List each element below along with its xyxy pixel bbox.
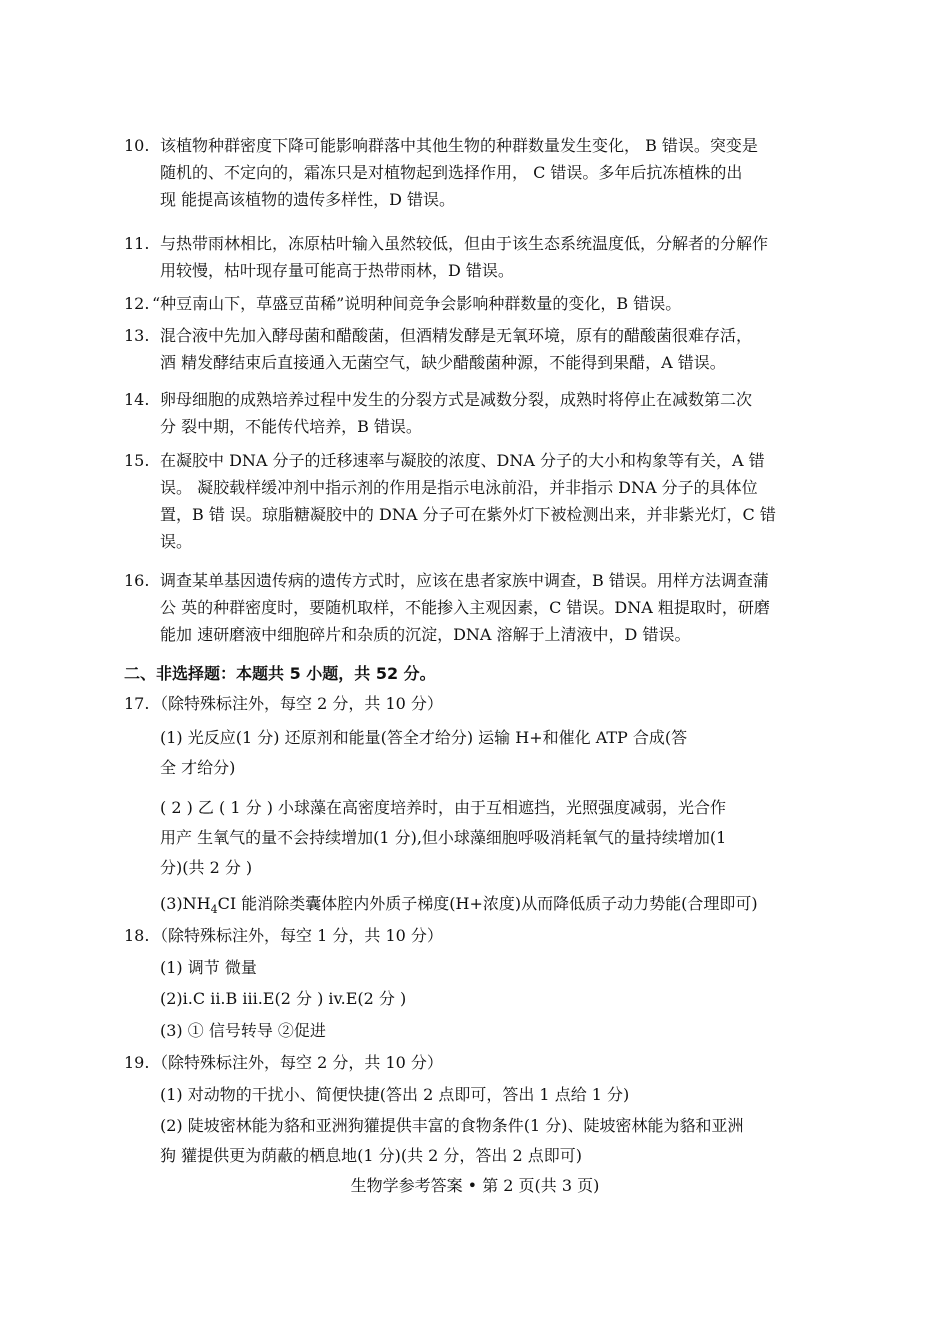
answer-18-part-1: [160, 953, 832, 983]
text-line: 公 英的种群密度时，要随机取样，不能掺入主观因素，C 错误。DNA 粗提取时，研磨: [160, 598, 770, 617]
text-line: (1) 调节 微量: [160, 958, 257, 977]
item-number: 10.: [124, 136, 150, 155]
text-line: 该植物种群密度下降可能影响群落中其他生物的种群数量发生变化， B 错误。突变是: [160, 136, 758, 155]
text-line: 调查某单基因遗传病的遗传方式时，应该在患者家族中调查，B 错误。用样方法调查蒲: [160, 571, 769, 590]
text-line: 卵母细胞的成熟培养过程中发生的分裂方式是减数分裂，成熟时将停止在减数第二次: [160, 390, 753, 409]
item-number: 13.: [124, 326, 150, 345]
answer-item-13: [124, 322, 826, 376]
section-heading: 二、非选择题：本题共 5 小题，共 52 分。: [124, 664, 436, 683]
answer-item-12: [124, 290, 826, 317]
answer-19-part-2: [160, 1111, 832, 1171]
text-line: 置，B 错 误。琼脂糖凝胶中的 DNA 分子可在紫外灯下被检测出来，并非紫光灯，C 错: [160, 505, 776, 524]
answer-item-10: [124, 132, 826, 213]
answer-item-19-header: [124, 1049, 826, 1076]
answer-17-part-1: [160, 723, 832, 783]
text-line: 误。: [160, 532, 193, 551]
text-line: “种豆南山下，草盛豆苗稀”说明种间竞争会影响种群数量的变化，B 错误。: [152, 294, 682, 313]
text-line: 分)(共 2 分 ): [160, 858, 253, 877]
item-number: 17.: [124, 694, 150, 713]
item-number: 11.: [124, 234, 150, 253]
text-line: 用产 生氧气的量不会持续增加(1 分),但小球藻细胞呼吸消耗氧气的量持续增加(1: [160, 828, 727, 847]
text-line: (1) 光反应(1 分) 还原剂和能量(答全才给分) 运输 H+和催化 ATP 合成(答: [160, 728, 688, 747]
item-number: 15.: [124, 451, 150, 470]
text-line: 全 才给分): [160, 758, 236, 777]
answer-item-18-header: [124, 922, 826, 949]
text-line: 能加 速研磨液中细胞碎片和杂质的沉淀，DNA 溶解于上清液中，D 错误。: [160, 625, 691, 644]
answer-item-16: [124, 567, 826, 648]
formula-prefix: (3)NH: [160, 894, 211, 913]
item-number: 14.: [124, 390, 150, 409]
text-line: 分 裂中期，不能传代培养，B 错误。: [160, 417, 422, 436]
text-line: 现 能提高该植物的遗传多样性，D 错误。: [160, 190, 456, 209]
page-footer: 生物学参考答案 • 第 2 页(共 3 页): [350, 1176, 600, 1195]
text-line: ( 2 ) 乙 ( 1 分 ) 小球藻在高密度培养时，由于互相遮挡，光照强度减弱，光合作: [160, 798, 727, 817]
text-line: (3) ① 信号转导 ②促进: [160, 1021, 326, 1040]
scoring-note: （除特殊标注外，每空 1 分，共 10 分）: [152, 926, 443, 945]
answer-18-part-3: [160, 1016, 832, 1046]
answer-item-11: [124, 230, 826, 284]
answer-item-17-header: [124, 690, 826, 717]
answer-18-part-2: [160, 984, 832, 1014]
formula-suffix: CI 能消除类囊体腔内外质子梯度(H+浓度)从而降低质子动力势能(合理即可): [217, 894, 758, 913]
text-line: 误。 凝胶载样缓冲剂中指示剂的作用是指示电泳前沿，并非指示 DNA 分子的具体位: [160, 478, 758, 497]
formula-subscript: 4: [210, 903, 218, 917]
item-number: 19.: [124, 1053, 150, 1072]
item-number: 16.: [124, 571, 150, 590]
text-line: 混合液中先加入酵母菌和醋酸菌，但酒精发酵是无氧环境，原有的醋酸菌很难存活，: [160, 326, 753, 345]
answer-item-14: [124, 386, 826, 440]
text-line: 随机的、不定向的，霜冻只是对植物起到选择作用， C 错误。多年后抗冻植株的出: [160, 163, 743, 182]
scoring-note: （除特殊标注外，每空 2 分，共 10 分）: [152, 694, 443, 713]
scoring-note: （除特殊标注外，每空 2 分，共 10 分）: [152, 1053, 443, 1072]
item-number: 18.: [124, 926, 150, 945]
text-line: 酒 精发酵结束后直接通入无菌空气，缺少醋酸菌种源，不能得到果醋，A 错误。: [160, 353, 726, 372]
text-line: 与热带雨林相比，冻原枯叶输入虽然较低，但由于该生态系统温度低，分解者的分解作: [160, 234, 769, 253]
text-line: (2) 陡坡密林能为貉和亚洲狗獾提供丰富的食物条件(1 分)、陡坡密林能为貉和亚洲: [160, 1116, 744, 1135]
item-number: 12.: [124, 294, 150, 313]
text-line: 用较慢，枯叶现存量可能高于热带雨林，D 错误。: [160, 261, 514, 280]
answer-17-part-3: [160, 889, 832, 925]
answer-17-part-2: [160, 793, 832, 883]
text-line: (1) 对动物的干扰小、简便快捷(答出 2 点即可，答出 1 点给 1 分): [160, 1085, 630, 1104]
text-line: 狗 獾提供更为荫蔽的栖息地(1 分)(共 2 分，答出 2 点即可): [160, 1146, 583, 1165]
answer-item-15: [124, 447, 826, 555]
answer-19-part-1: [160, 1080, 832, 1110]
text-line: (2)i.C ii.B iii.E(2 分 ) iv.E(2 分 ): [160, 989, 407, 1008]
text-line: 在凝胶中 DNA 分子的迁移速率与凝胶的浓度、DNA 分子的大小和构象等有关，A 错: [160, 451, 765, 470]
text-line: [160, 889, 832, 925]
